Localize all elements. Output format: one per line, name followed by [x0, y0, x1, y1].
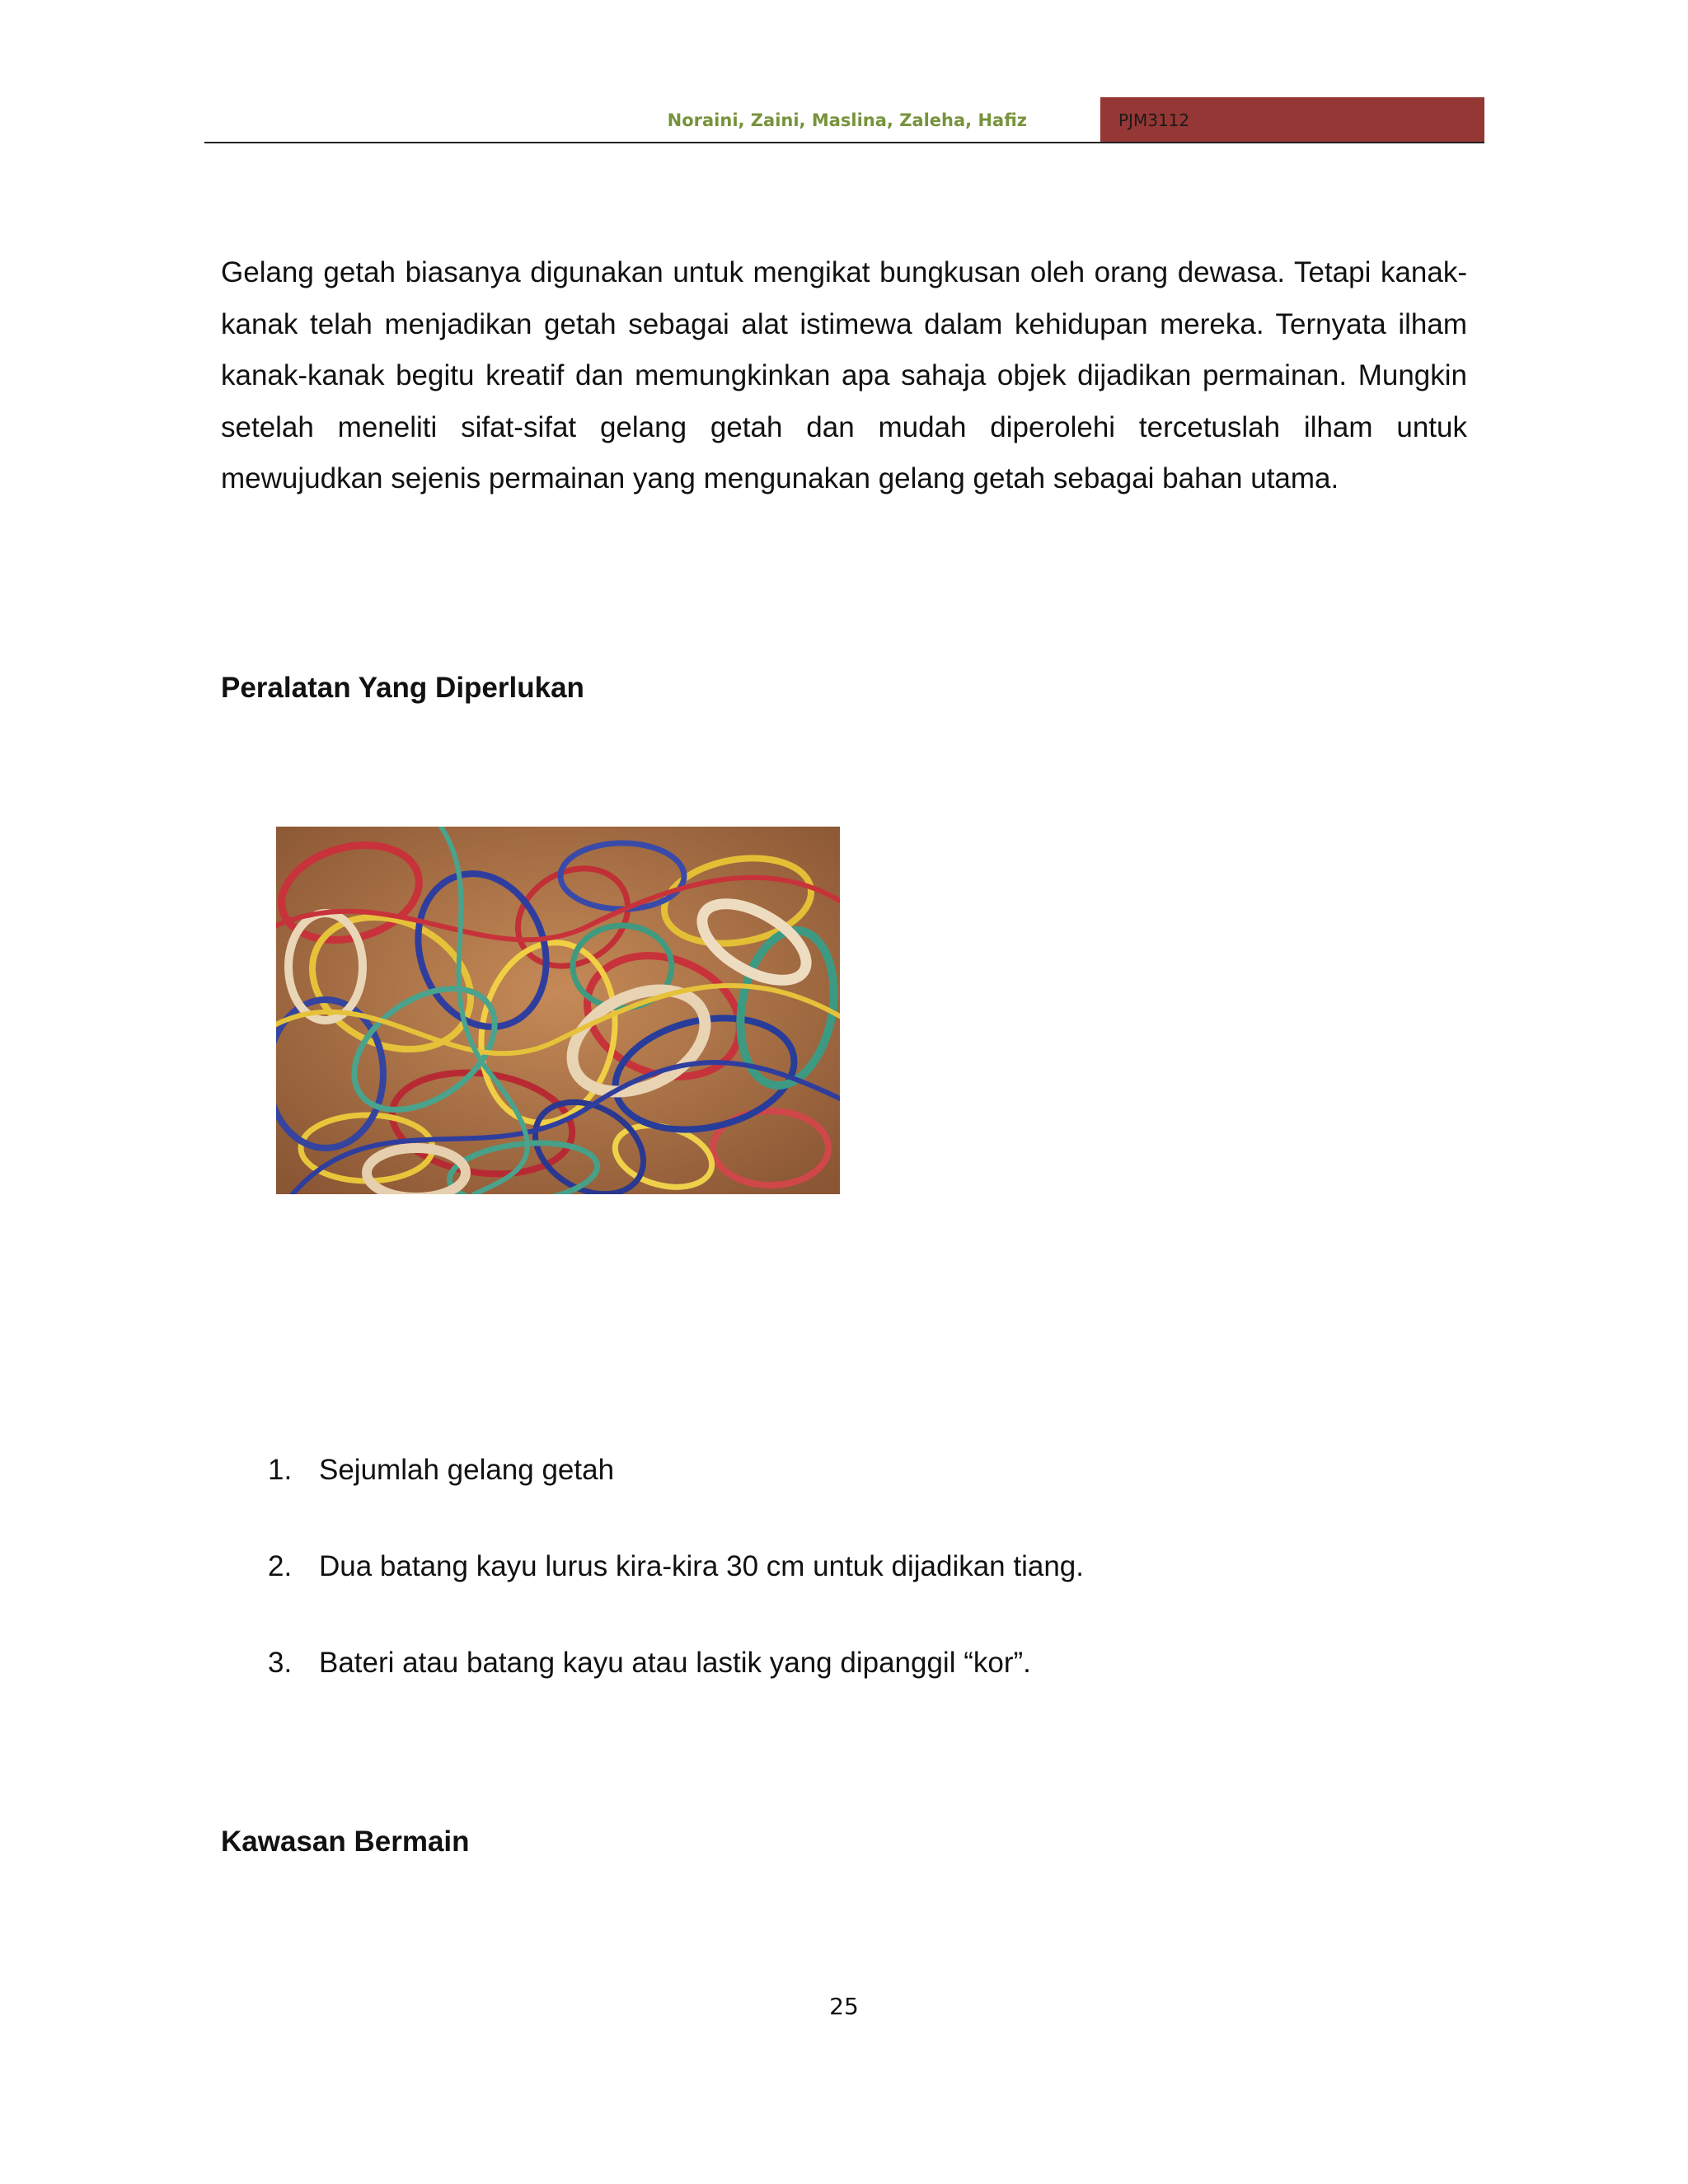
header-course-box — [1100, 97, 1484, 143]
play-area-heading: Kawasan Bermain — [221, 1825, 470, 1858]
list-item-number: 3. — [268, 1647, 293, 1679]
equipment-list — [268, 1452, 1084, 1741]
page-number: 25 — [829, 1993, 859, 2020]
page-header — [204, 97, 1484, 143]
header-course-code: PJM3112 — [1118, 110, 1190, 130]
list-item-text: Sejumlah gelang getah — [319, 1454, 615, 1486]
list-item — [268, 1549, 1084, 1585]
header-authors: Noraini, Zaini, Maslina, Zaleha, Hafiz — [667, 110, 1027, 130]
rubber-bands-illustration — [276, 827, 840, 1194]
list-item-number: 1. — [268, 1454, 293, 1486]
list-item-text: Bateri atau batang kayu atau lastik yang dipanggil “kor”. — [319, 1647, 1031, 1679]
list-item-number: 2. — [268, 1550, 293, 1582]
header-divider — [204, 142, 1484, 143]
equipment-heading: Peralatan Yang Diperlukan — [221, 672, 584, 704]
list-item — [268, 1452, 1084, 1488]
rubber-bands-photo — [276, 827, 840, 1194]
list-item — [268, 1645, 1084, 1681]
intro-paragraph: Gelang getah biasanya digunakan untuk mengikat bungkusan oleh orang dewasa. Tetapi kanak-kanak telah menjadikan getah sebagai alat istimewa dalam kehidupan mereka. Ternyata ilham kanak-kanak begitu kreatif dan memungkinkan apa sahaja objek dijadikan permainan. Mungkin setelah meneliti sifat-sifat gelang getah dan mudah diperolehi tercetuslah ilham untuk mewujudkan sejenis permainan yang mengunakan gelang getah sebagai bahan utama. — [221, 256, 1467, 494]
list-item-text: Dua batang kayu lurus kira-kira 30 cm untuk dijadikan tiang. — [319, 1550, 1084, 1582]
